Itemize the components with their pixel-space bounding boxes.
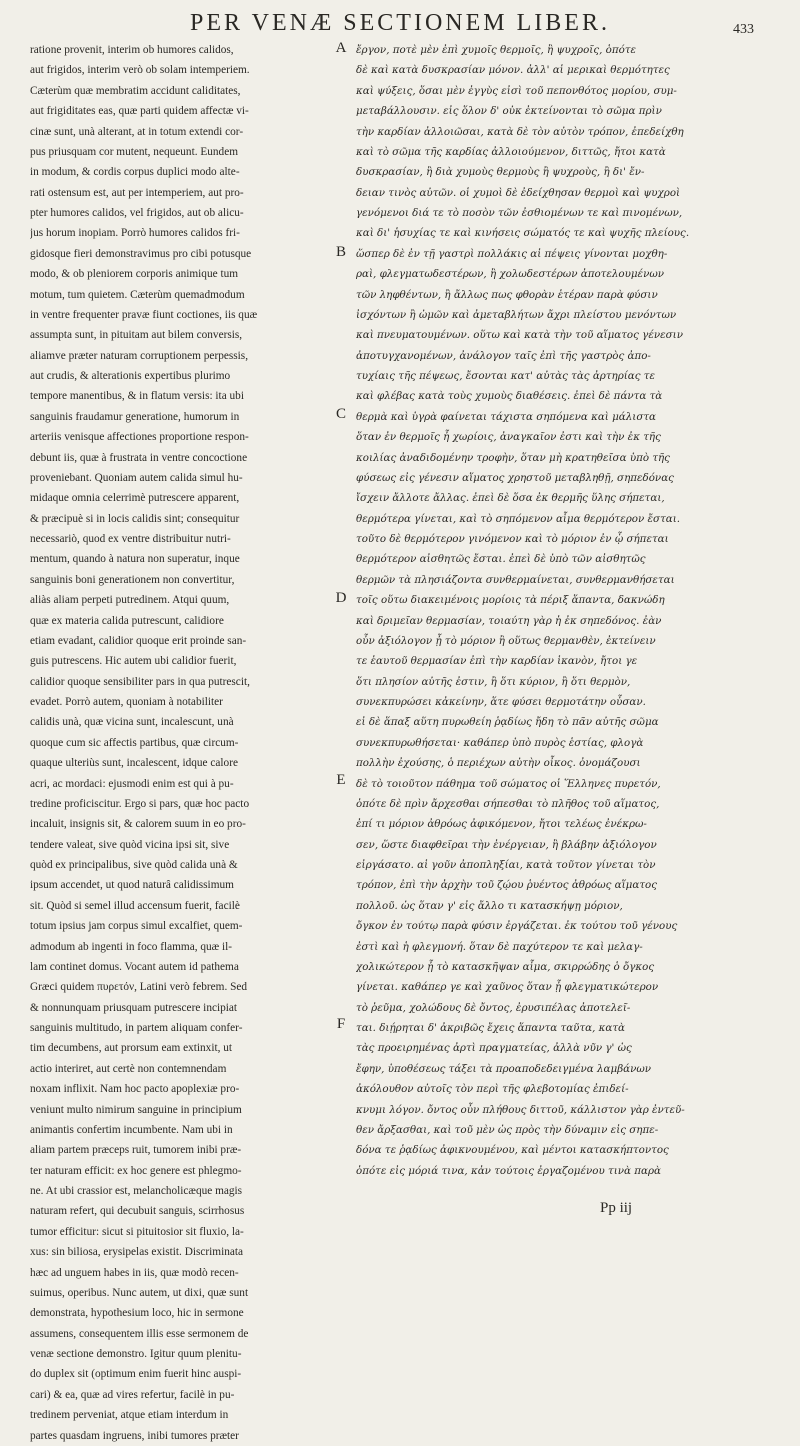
greek-text-line: καὶ ψύξεις, ὅσαι μὲν ἐγγὺς εἰσὶ τοῦ πεπονθότος μορίου, συμ-: [356, 84, 677, 97]
greek-text-line: ἐστὶ καὶ ἡ φλεγμονή. ὅταν δὲ παχύτερον τε καὶ μελαγ-: [356, 940, 643, 953]
greek-text-line: κοιλίας ἀναδιδομένην τροφὴν, ὅταν μὴ κρατηθεῖσα ὑπὸ τῆς: [356, 451, 670, 464]
greek-text-line: τὴν καρδίαν ἀλλοιῶσαι, κατὰ δὲ τὸν αὐτὸν τρόπον, ἐπεδείχθη: [356, 125, 684, 138]
latin-text-line: in ventre frequenter pravæ fiunt coctiones, iis quæ: [30, 308, 258, 321]
page-number: 433: [733, 22, 754, 37]
greek-text-line: ὁπότε εἰς μόριά τινα, κἀν τούτοις ἐργαζομένου τινὰ παρὰ: [356, 1164, 661, 1177]
greek-text-line: τυχίαις τῆς πέψεως, ἔσονται κατ' αὐτὰς τὰς ἀρτηρίας τε: [356, 370, 656, 382]
signature-mark: Pp iij: [600, 1200, 633, 1216]
latin-text-line: calidis unà, quæ vicina sunt, incalescunt, unà: [30, 716, 234, 729]
latin-column: [30, 40, 328, 1446]
section-marker-e: E: [336, 772, 346, 788]
latin-text-line: actio interiret, aut certè non contemnendam: [30, 1062, 227, 1075]
latin-text-line: tredine proficiscitur. Ergo si pars, quæ hoc pacto: [30, 797, 250, 810]
greek-text-line: καὶ φλέβας κατὰ τοὺς χυμοὺς διαθέσεις. ἐπεὶ δὲ πάντα τὰ: [356, 390, 663, 403]
latin-text-line: Cæterùm quæ membratim accidunt caliditates,: [30, 84, 241, 97]
greek-text-line: τοῦτο δὲ θερμότερον γινόμενον καὶ τὸ μόριον ἐν ᾧ σήπεται: [356, 533, 669, 545]
latin-text-line: ne. At ubi crassior est, melancholicæque magis: [30, 1185, 243, 1197]
latin-text-line: aut frigidos, interim verò ob solam intemperiem.: [30, 64, 250, 77]
latin-text-line: aliamve præter naturam corruptionem perpessis,: [30, 349, 249, 362]
greek-text-line: εἰ δὲ ἅπαξ αὕτη πυρωθείη ῥᾳδίως ἤδη τὸ πᾶν αὐτῆς σῶμα: [356, 716, 659, 729]
latin-text-line: do duplex sit (optimum enim fuerit hinc auspi-: [30, 1368, 242, 1381]
greek-text-line: ἀκόλουθον αὐτοῖς τὸν περὶ τῆς φλεβοτομίας ἐπιδεί-: [356, 1083, 629, 1096]
latin-text-line: etiam evadant, calidior quoque erit proinde san-: [30, 634, 247, 647]
latin-text-line: incaluit, insignis sit, & calorem suum in eo pro-: [30, 818, 246, 831]
greek-text-line: τοῖς οὕτω διακειμένοις μορίοις τὰ πέριξ ἅπαντα, δακνώδη: [356, 594, 665, 607]
latin-text-line: debunt iis, quæ à frustrata in ventre concoctione: [30, 451, 248, 464]
section-marker-d: D: [335, 590, 347, 606]
latin-text-line: mentum, quando à natura non superatur, inque: [30, 553, 240, 566]
greek-text-line: κνυμι λόγον. ὄντος οὖν πλήθους διττοῦ, κάλλιστον γὰρ ἐντεῦ-: [356, 1103, 685, 1116]
section-marker-a: A: [335, 40, 347, 56]
latin-text-line: assumens, consequentem illis esse sermonem de: [30, 1327, 249, 1340]
greek-text-line: πολλοῦ. ὡς ὅταν γ' εἰς ἄλλο τι κατασκήψῃ μόριον,: [356, 899, 623, 912]
latin-text-line: pter humores calidos, vel frigidos, aut ob alicu-: [30, 207, 244, 219]
latin-text-line: animantis confertim incumbente. Nam ubi in: [30, 1123, 233, 1136]
greek-text-line: ὅτι πλησίον αὐτῆς ἐστιν, ἢ ὅτι κύριον, ἢ ὅτι θερμὸν,: [356, 675, 631, 688]
greek-text-line: θερμότερον αἰσθητῶς ἔσται. ἐπεὶ δὲ ὑπὸ τῶν αἰσθητῶς: [356, 553, 646, 566]
greek-text-line: καὶ τὸ σῶμα τῆς καρδίας ἀλλοιούμενον, διττῶς, ἤτοι κατὰ: [356, 145, 666, 158]
latin-text-line: tredinem perveniat, atque etiam interdum in: [30, 1409, 229, 1422]
greek-text-line: ἔφην, ὑποθέσεως τάξει τὰ προαποδεδειγμένα λαμβάνων: [356, 1062, 652, 1075]
greek-text-line: γίνεται. καθάπερ γε καὶ χαῦνος ὅταν ᾖ φλεγματικώτερον: [356, 981, 659, 994]
latin-text-line: acri, ac mordaci: ejusmodi enim est qui à pu-: [30, 777, 234, 790]
greek-column: [356, 40, 778, 1181]
greek-text-line: δόνα τε ῥᾳδίως ἀφικνουμένου, καὶ μέντοι κατασκήπτοντος: [356, 1144, 669, 1157]
latin-text-line: Græci quidem πυρετόν, Latini verò febrem. Sed: [30, 981, 248, 994]
latin-text-line: aut frigiditates eas, quæ parti quidem affectæ vi-: [30, 105, 249, 118]
latin-text-line: rati ostensum est, aut per intemperiem, aut pro-: [30, 186, 244, 199]
latin-text-line: motum, tum quietem. Cæterùm quemadmodum: [30, 288, 245, 301]
greek-text-line: φύσεως εἰς γένεσιν αἵματος χρηστοῦ μεταβληθῇ, σηπεδόνας: [356, 471, 674, 484]
section-marker-c: C: [335, 406, 346, 422]
greek-text-line: μεταβάλλουσιν. εἰς ὅλον δ' οὐκ ἐκτείνονται τὸ σῶμα πρὶν: [356, 105, 662, 118]
greek-text-line: ἔργον, ποτὲ μὲν ἐπὶ χυμοῖς θερμοῖς, ἢ ψυχροῖς, ὁπότε: [356, 44, 637, 56]
greek-text-line: ἐπί τι μόριον ἀθρόως ἀφικόμενον, ἤτοι τελέως ἐνέκρω-: [356, 818, 647, 831]
latin-text-line: ratione provenit, interim ob humores calidos,: [30, 44, 234, 56]
latin-text-line: necessariò, quod ex ventre distribuitur nutri-: [30, 533, 231, 545]
latin-text-line: ipsum accendet, ut quod naturâ calidissimum: [30, 879, 234, 892]
latin-text-line: tendere valeat, sive quòd vicina ipsi sit, sive: [30, 838, 230, 851]
latin-text-line: assumpta sunt, in pituitam aut bilem conversis,: [30, 329, 243, 342]
section-marker-f: F: [336, 1016, 346, 1032]
greek-text-line: δυσκρασίαν, ἢ διὰ χυμοὺς θερμοὺς ἢ ψυχροὺς, ἢ δι' ἔν-: [356, 166, 645, 179]
greek-text-line: ἀποτυγχανομένων, ἀνάλογον ταῖς ἐπὶ τῆς γαστρὸς ἀπο-: [356, 349, 651, 362]
latin-text-line: aliàs aliam perpeti putredinem. Atqui quum,: [30, 594, 230, 607]
latin-text-line: hæc ad unguem habes in iis, quæ modò recen-: [30, 1266, 239, 1279]
latin-text-line: midaque omnia celerrimè putrescere apparent,: [30, 492, 240, 505]
latin-text-line: cari) & ea, quæ ad vires refertur, facilè in pu-: [30, 1388, 235, 1401]
greek-text-line: τε ἑαυτοῦ θερμασίαν ἐπὶ τὴν καρδίαν ἱκανὸν, ἤτοι γε: [356, 655, 638, 668]
latin-text-line: naturam refert, qui decubuit sanguis, scirrhosus: [30, 1205, 245, 1218]
greek-text-line: θερμότερα γίνεται, καὶ τὸ σηπόμενον αἷμα θερμότερον ἔσται.: [356, 512, 681, 525]
latin-text-line: cinæ sunt, unà alterant, at in totum extendi cor-: [30, 125, 244, 138]
latin-text-line: veniunt multo nimirum sanguine in principium: [30, 1103, 242, 1116]
greek-text-line: γενόμενοι διά τε τὸ ποσὸν τῶν ἐσθιομένων τε καὶ πινομένων,: [356, 207, 683, 219]
greek-text-line: θεν ἄρξασθαι, καὶ τοῦ μὲν ὡς πρὸς τὴν δύναμιν εἰς σηπε-: [356, 1123, 659, 1136]
latin-text-line: quæ ex materia calida putrescunt, calidiore: [30, 614, 224, 627]
greek-text-line: ὥσπερ δὲ ἐν τῇ γαστρὶ πολλάκις αἱ πέψεις γίνονται μοχθη-: [356, 247, 668, 260]
latin-text-line: arteriis venisque affectiones proportione respon-: [30, 431, 249, 444]
latin-text-line: quòd ex principalibus, sive quòd calida unà &: [30, 859, 238, 871]
latin-text-line: admodum ab ingenti in foco flamma, quæ il-: [30, 940, 233, 953]
latin-text-line: quaque ulteriùs sunt, incalescent, idque calore: [30, 757, 238, 770]
latin-text-line: venæ sectione demonstro. Igitur quum plenitu-: [30, 1348, 242, 1360]
greek-text-line: ἰσχόντων ἢ ὠμῶν καὶ ἀμεταβλήτων ἄχρι πλείστου μενόντων: [356, 308, 677, 321]
latin-text-line: gidosque fieri demonstravimus pro cibi potusque: [30, 247, 252, 260]
latin-text-line: sanguinis fraudamur generatione, humorum in: [30, 410, 240, 423]
latin-text-line: sanguinis multitudo, in partem aliquam confer-: [30, 1022, 243, 1034]
greek-text-line: καὶ δι' ἡσυχίας τε καὶ κινήσεις σώματός τε καὶ ψυχῆς πλείους.: [356, 227, 690, 240]
greek-text-line: χολικώτερον ᾖ τὸ κατασκῆψαν αἷμα, σκιρρώδης ὁ ὄγκος: [356, 960, 655, 973]
latin-text-line: jus horum inopiam. Porrò humores calidos fri-: [30, 227, 240, 240]
greek-text-line: ραὶ, φλεγματωδεστέρων, ἢ χολωδεστέρων ἀποτελουμένων: [356, 268, 664, 281]
latin-text-line: calidior quoque sensibiliter pars in qua putrescit,: [30, 675, 250, 688]
greek-text-line: συνεκπυρώσει κἀκείνην, ἅτε φύσει θερμοτάτην οὖσαν.: [356, 696, 646, 708]
section-marker-b: B: [335, 244, 346, 260]
greek-text-line: θερμῶν τὰ πλησιάζοντα συνθερμαίνεται, συνθερμανθήσεται: [356, 573, 675, 586]
latin-text-line: guis putrescens. Hic autem ubi calidior fuerit,: [30, 655, 237, 668]
latin-text-line: demonstrata, hypothesium loco, hic in sermone: [30, 1307, 244, 1320]
latin-text-line: suimus, operibus. Nunc autem, ut dixi, quæ sunt: [30, 1286, 249, 1299]
latin-text-line: lam continet domus. Vocant autem id pathema: [30, 960, 239, 973]
latin-text-line: aut crudis, & alterationis expertibus plurimo: [30, 370, 231, 382]
greek-text-line: ἴσχειν ἄλλοτε ἄλλας. ἐπεὶ δὲ ὅσα ἐκ θερμῆς ὕλης σήπεται,: [356, 492, 665, 505]
latin-text-line: sit. Quòd si semel illud accensum fuerit, facilè: [30, 899, 240, 912]
latin-text-line: tempore manentibus, & in flatum versis: ita ubi: [30, 390, 244, 403]
latin-text-line: totum ipsius jam corpus simul excalfiet, quem-: [30, 920, 243, 933]
greek-text-line: ται. διῄρηται δ' ἀκριβῶς ἔχεις ἅπαντα ταῦτα, κατὰ: [356, 1022, 625, 1034]
latin-text-line: partes quasdam ingruens, inibi tumores præter: [30, 1429, 239, 1442]
latin-text-line: xus: sin biliosa, erysipelas existit. Discriminata: [30, 1246, 244, 1259]
latin-text-line: tim decumbens, aut prorsum eam extinxit, ut: [30, 1042, 233, 1055]
greek-text-line: τὸ ῥεῦμα, χολώδους δὲ ὄντος, ἐρυσιπέλας ἀποτελεῖ-: [356, 1001, 631, 1014]
latin-text-line: sanguinis boni generationem non convertitur,: [30, 573, 235, 586]
greek-text-line: τὰς προειρημένας ἀρτὶ πραγματείας, ἀλλὰ νῦν γ' ὡς: [356, 1042, 632, 1055]
greek-text-line: εἰργάσατο. αἱ γοῦν ἀποπληξίαι, κατὰ τοῦτον γίνεται τὸν: [356, 859, 656, 871]
greek-text-line: ὁπότε δὲ πρὶν ἄρχεσθαι σήπεσθαι τὸ πλῆθος τοῦ αἵματος,: [356, 797, 660, 810]
latin-text-line: proveniebant. Quoniam autem calida simul hu-: [30, 471, 243, 484]
greek-text-line: τρόπον, ἐπὶ τὴν ἀρχὴν τοῦ ζῴου ῥυέντος ἀθρόως αἵματος: [356, 879, 657, 892]
greek-text-line: καὶ δριμεῖαν θερμασίαν, τοιαύτη γὰρ ἡ ἐκ σηπεδόνος. ἐὰν: [356, 614, 662, 627]
latin-text-line: & præcipuè si in locis calidis sint; consequitur: [30, 512, 240, 525]
greek-text-line: θερμὰ καὶ ὑγρὰ φαίνεται τάχιστα σηπόμενα καὶ μάλιστα: [356, 410, 657, 423]
latin-text-line: in modum, & cordis corpus duplici modo alte-: [30, 166, 240, 179]
greek-text-line: πολλὴν ἐχούσης, ὁ περιέχων αὐτὴν οἶκος. ὀνομάζουσι: [356, 757, 641, 770]
greek-text-line: δειαν τινὸς αὐτῶν. οἱ χυμοὶ δὲ ἐδείχθησαν θερμοὶ καὶ ψυχροὶ: [356, 186, 681, 199]
latin-text-line: pus priusquam cor mutent, nequeunt. Eundem: [30, 145, 239, 158]
greek-text-line: ὄγκον ἐν τούτῳ παρὰ φύσιν ἐργάζεται. ἐκ τούτου τοῦ γένους: [356, 920, 678, 933]
greek-text-line: ὅταν ἐν θερμοῖς ἦ χωρίοις, ἀναγκαῖον ἐστι καὶ τὴν ἐκ τῆς: [356, 431, 661, 444]
latin-text-line: ter naturam efficit: ex hoc genere est phlegmo-: [30, 1164, 242, 1177]
greek-text-line: συνεκπυρωθήσεται· καθάπερ ὑπὸ πυρὸς ἑστίας, φλογὰ: [356, 736, 644, 749]
greek-text-line: δὲ τὸ τοιοῦτον πάθημα τοῦ σώματος οἱ Ἕλληνες πυρετόν,: [356, 777, 661, 790]
greek-text-line: τῶν ληφθέντων, ἢ ἄλλως πως φθορὰν ἑτέραν παρὰ φύσιν: [356, 288, 658, 301]
greek-text-line: σεν, ὥστε διαφθεῖραι τὴν ἐνέργειαν, ἢ βλάβην ἀξιόλογον: [356, 838, 657, 851]
latin-text-line: noxam inflixit. Nam hoc pacto apoplexiæ pro-: [30, 1083, 240, 1096]
latin-text-line: & nonnunquam priusquam putrescere incipiat: [30, 1001, 238, 1014]
greek-text-line: δὲ καὶ κατὰ δυσκρασίαν μόνον. ἀλλ' αἱ μερικαὶ θερμότητες: [356, 64, 670, 77]
latin-text-line: modo, & ob pleniorem corporis animique tum: [30, 268, 239, 281]
greek-text-line: οὖν ἀξιόλογον ᾖ τὸ μόριον ἢ οὕτως θερμανθὲν, ἐκτείνειν: [356, 634, 656, 647]
running-head: PER VENÆ SECTIONEM LIBER.: [190, 10, 610, 36]
latin-text-line: evadet. Porrò autem, quoniam à notabiliter: [30, 696, 223, 708]
latin-text-line: quoque cum sic affectis partibus, quæ circum-: [30, 736, 239, 749]
latin-text-line: aliam partem præceps ruit, tumorem inibi præ-: [30, 1144, 242, 1157]
latin-text-line: tumor efficitur: sicut si pituitosior sit fluxio, la-: [30, 1225, 244, 1238]
greek-text-line: καὶ πνευματουμένων. οὕτω καὶ κατὰ τὴν τοῦ αἵματος γένεσιν: [356, 329, 683, 342]
